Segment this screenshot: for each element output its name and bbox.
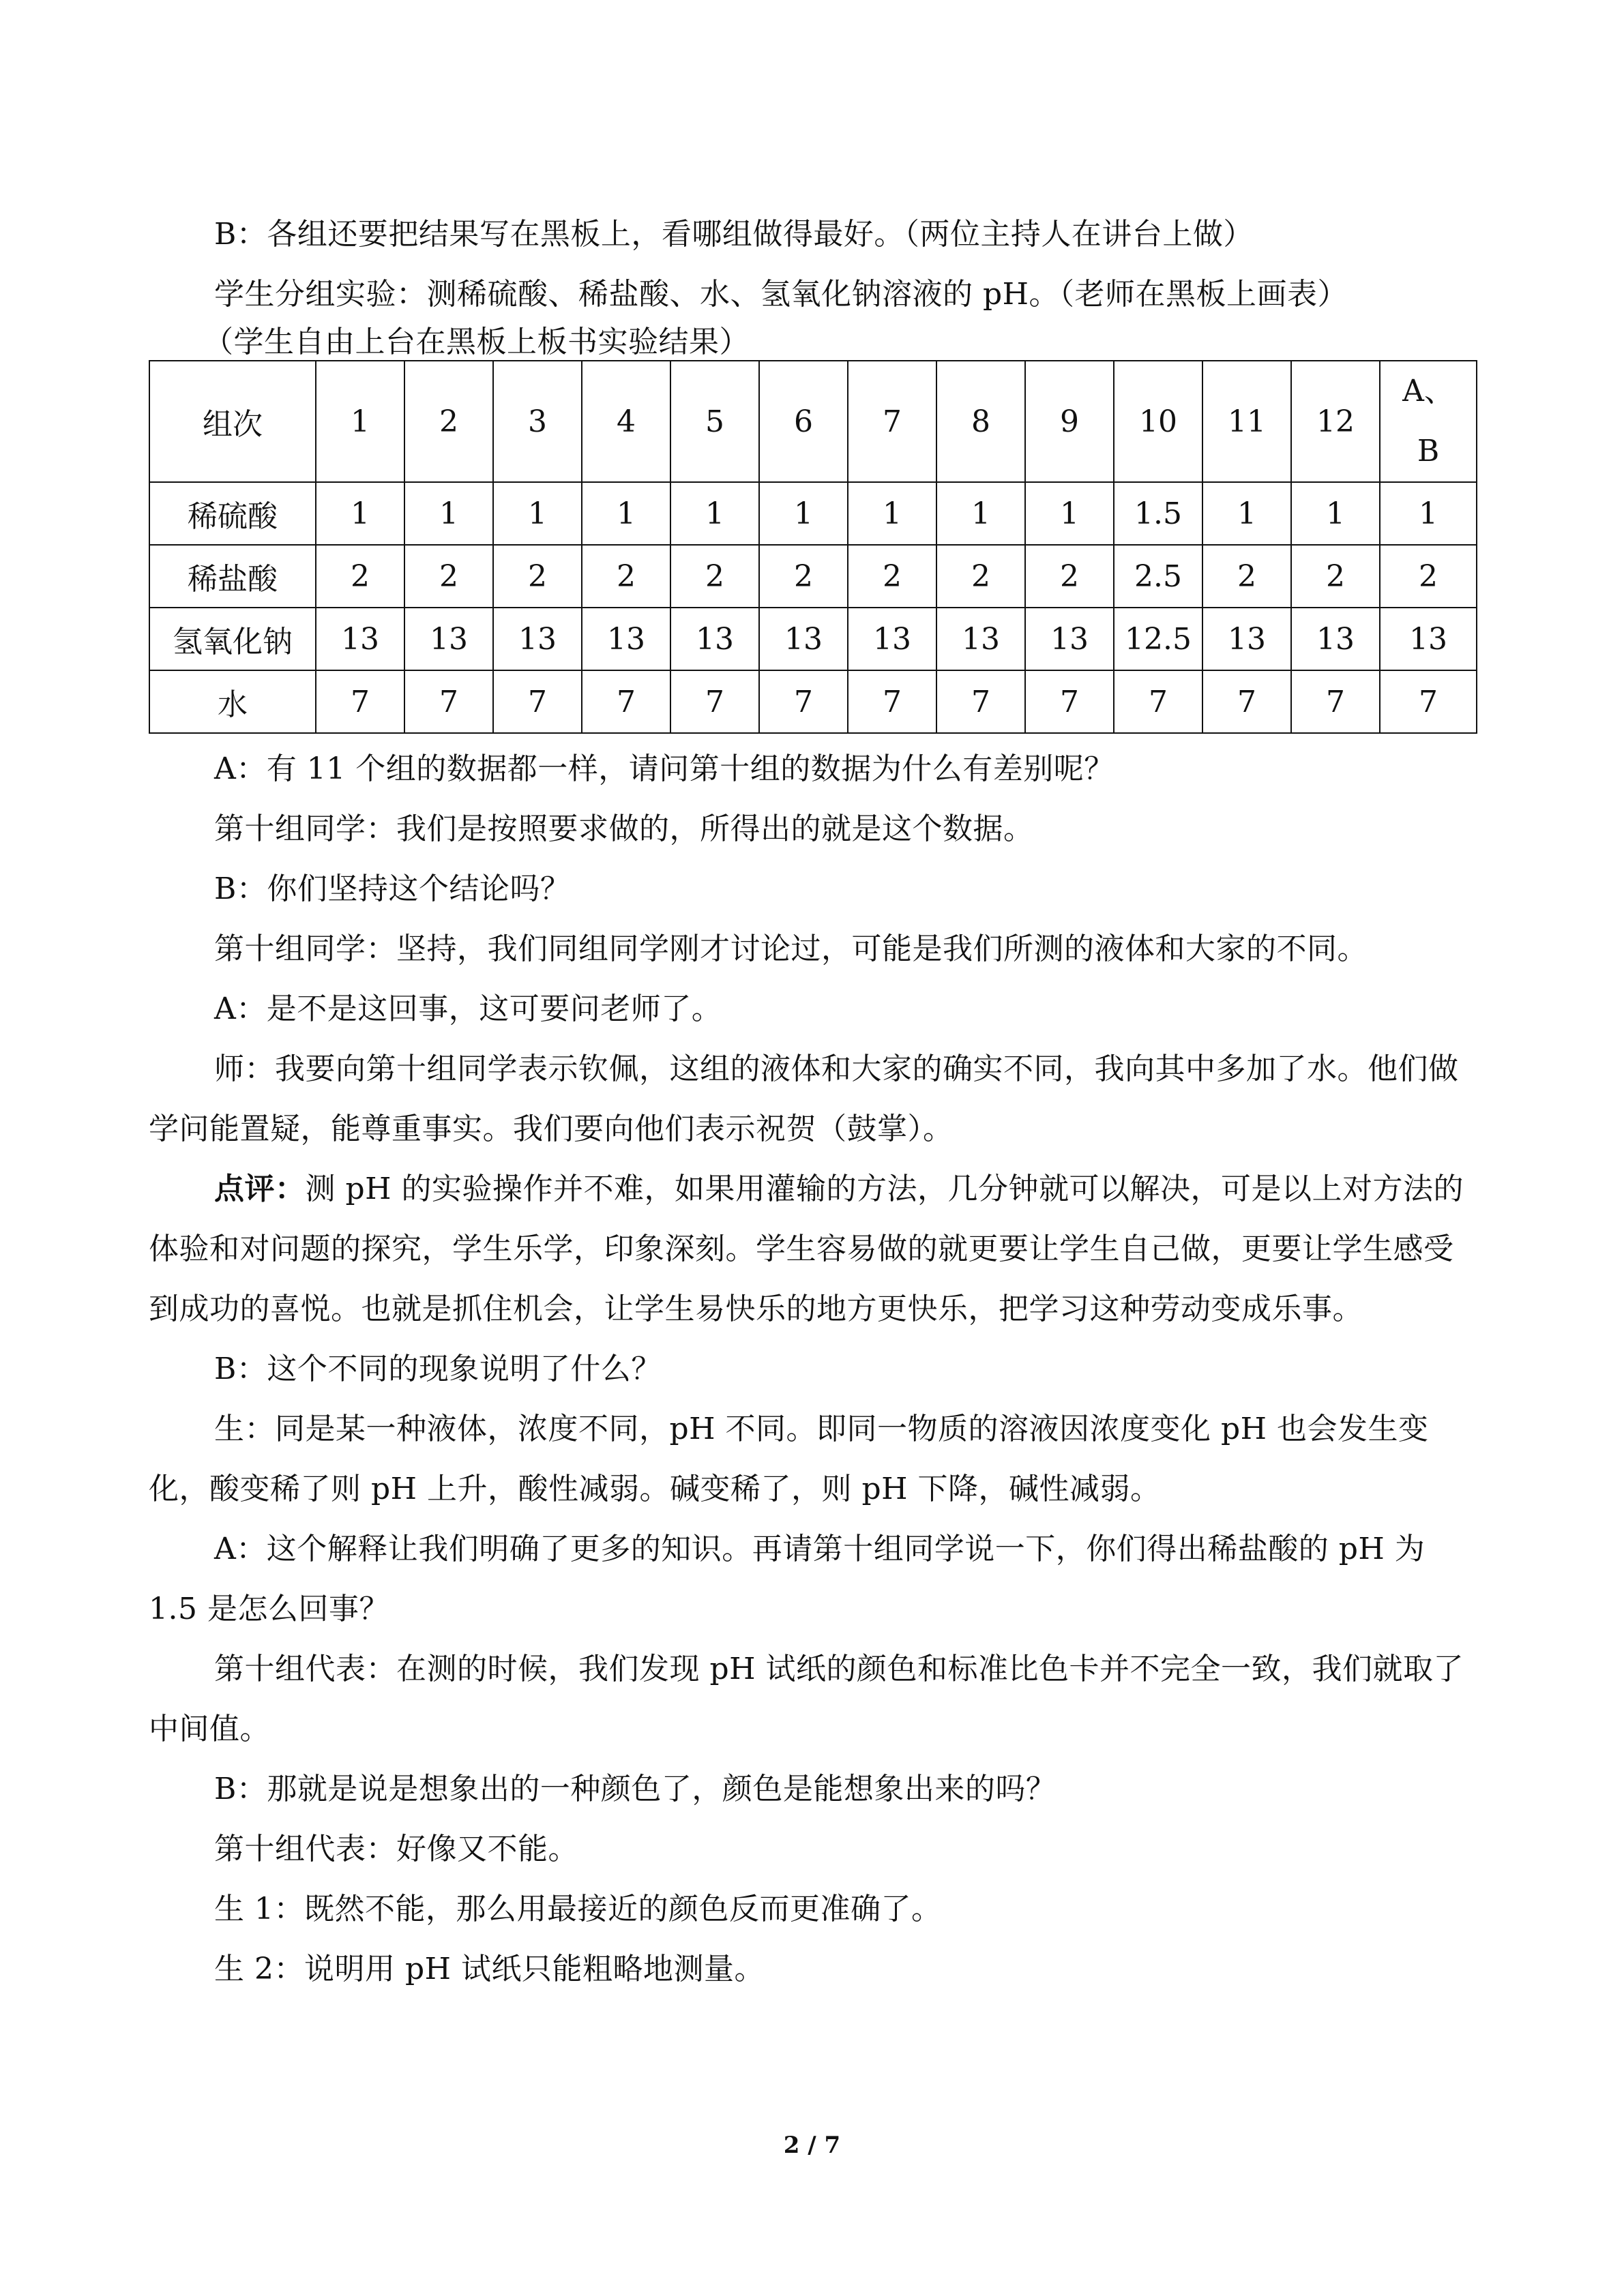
table-header-cell: 8: [936, 361, 1025, 482]
table-row: [149, 482, 1477, 545]
table-cell: 1: [848, 482, 936, 545]
paragraph: 生：同是某一种液体，浓度不同，pH 不同。即同一物质的溶液因浓度变化 pH 也会发生变化，酸变稀了则 pH 上升，酸性减弱。碱变稀了，则 pH 下降，碱性减弱。: [149, 1412, 1429, 1506]
row-label-cell: 稀硫酸: [149, 482, 316, 545]
table-cell: 1: [759, 482, 848, 545]
table-cell: 2: [316, 545, 404, 608]
table-header-cell: 11: [1202, 361, 1291, 482]
table-row: [149, 608, 1477, 670]
table-cell: 13: [936, 608, 1025, 670]
table-body: [149, 482, 1477, 733]
paragraph: 第十组同学：我们是按照要求做的，所得出的就是这个数据。: [214, 811, 1034, 846]
table-cell: 2: [936, 545, 1025, 608]
table-header-row: [149, 361, 1477, 482]
page-content: [149, 205, 1476, 1999]
table-cell: 12.5: [1114, 608, 1202, 670]
page-number: 2 / 7: [783, 2132, 841, 2159]
table-cell: 1: [1025, 482, 1114, 545]
paragraph: B：这个不同的现象说明了什么？: [214, 1352, 662, 1386]
header-ab-line2: B: [1417, 434, 1440, 468]
table-cell: 2.5: [1114, 545, 1202, 608]
table-header-cell: 5: [670, 361, 759, 482]
paragraph: B：你们坚持这个结论吗？: [214, 871, 571, 906]
table-header-cell: 6: [759, 361, 848, 482]
table-cell: 13: [316, 608, 404, 670]
paragraph: B：各组还要把结果写在黑板上，看哪组做得最好。（两位主持人在讲台上做）: [214, 217, 1254, 252]
table-cell: 7: [1025, 670, 1114, 733]
paragraph: 第十组代表：好像又不能。: [214, 1832, 578, 1866]
row-label-cell: 稀盐酸: [149, 545, 316, 608]
paragraph: 学生分组实验：测稀硫酸、稀盐酸、水、氢氧化钠溶液的 pH。（老师在黑板上画表）: [214, 277, 1348, 312]
paragraph: 生 2：说明用 pH 试纸只能粗略地测量。: [214, 1952, 765, 1986]
table-cell: 2: [582, 545, 670, 608]
table-cell: 2: [759, 545, 848, 608]
table-cell: 7: [670, 670, 759, 733]
table-cell: 13: [670, 608, 759, 670]
table-cell: 13: [759, 608, 848, 670]
table-cell: 7: [493, 670, 582, 733]
table-cell: 1: [670, 482, 759, 545]
table-cell: 2: [848, 545, 936, 608]
table-header-cell: 3: [493, 361, 582, 482]
table-header-cell: 组次: [149, 361, 316, 482]
row-label-cell: 氢氧化钠: [149, 608, 316, 670]
table-cell: 13: [404, 608, 493, 670]
table-cell: 2: [1025, 545, 1114, 608]
table-cell: 13: [1380, 608, 1477, 670]
paragraph: A：这个解释让我们明确了更多的知识。再请第十组同学说一下，你们得出稀盐酸的 pH 为 1.5 是怎么回事？: [149, 1532, 1426, 1626]
paragraph: 生 1：既然不能，那么用最接近的颜色反而更准确了。: [214, 1892, 942, 1926]
table-cell: 1: [936, 482, 1025, 545]
table-cell: 7: [1114, 670, 1202, 733]
table-cell: 7: [1291, 670, 1380, 733]
table-header-cell: 1: [316, 361, 404, 482]
table-header-cell: 10: [1114, 361, 1202, 482]
table-cell: 7: [316, 670, 404, 733]
table-cell: 13: [848, 608, 936, 670]
table-cell: 7: [759, 670, 848, 733]
table-header-cell: 7: [848, 361, 936, 482]
paragraph: （学生自由上台在黑板上板书实验结果）: [203, 325, 750, 359]
table-cell: 2: [493, 545, 582, 608]
table-header-cell: [1380, 361, 1477, 482]
table-header-cell: 12: [1291, 361, 1380, 482]
paragraph: A：是不是这回事，这可要问老师了。: [214, 992, 722, 1026]
comment-label: 点评：: [214, 1172, 306, 1206]
table-cell: 1: [1291, 482, 1380, 545]
table-cell: 2: [670, 545, 759, 608]
table-cell: 13: [582, 608, 670, 670]
table-cell: 1: [316, 482, 404, 545]
table-cell: 7: [404, 670, 493, 733]
paragraph: A：有 11 个组的数据都一样，请问第十组的数据为什么有差别呢？: [214, 751, 1114, 786]
paragraph: B：那就是说是想象出的一种颜色了，颜色是能想象出来的吗？: [214, 1772, 1057, 1806]
table-cell: 1: [1380, 482, 1477, 545]
paragraph: 师：我要向第十组同学表示钦佩，这组的液体和大家的确实不同，我向其中多加了水。他们做学问能置疑，能尊重事实。我们要向他们表示祝贺（鼓掌）。: [149, 1052, 1459, 1146]
table-cell: 13: [1202, 608, 1291, 670]
table-cell: 7: [582, 670, 670, 733]
row-label-cell: 水: [149, 670, 316, 733]
table-cell: 7: [1202, 670, 1291, 733]
table-cell: 7: [1380, 670, 1477, 733]
paragraph: 第十组同学：坚持，我们同组同学刚才讨论过，可能是我们所测的液体和大家的不同。: [214, 931, 1368, 966]
table-header-cell: 9: [1025, 361, 1114, 482]
table-cell: 1: [404, 482, 493, 545]
table-cell: 13: [493, 608, 582, 670]
table-header-cell: 2: [404, 361, 493, 482]
table-cell: 2: [1202, 545, 1291, 608]
header-ab-line1: A、: [1402, 374, 1454, 408]
table-cell: 1: [582, 482, 670, 545]
table-cell: 1: [493, 482, 582, 545]
table-cell: 2: [1380, 545, 1477, 608]
paragraph: [149, 1159, 1476, 1339]
comment-text: 测 pH 的实验操作并不难，如果用灌输的方法，几分钟就可以解决，可是以上对方法的体验和对问题的探究，学生乐学，印象深刻。学生容易做的就更要让学生自己做，更要让学生感受到成功的喜悦。也就是抓住机会，让学生易快乐的地方更快乐，把学习这种劳动变成乐事。: [149, 1172, 1464, 1326]
table-cell: 7: [936, 670, 1025, 733]
table-cell: 1: [1202, 482, 1291, 545]
table-cell: 13: [1025, 608, 1114, 670]
table-cell: 7: [848, 670, 936, 733]
table-header-cell: 4: [582, 361, 670, 482]
table-row: [149, 545, 1477, 608]
table-row: [149, 670, 1477, 733]
ph-results-table: [149, 360, 1477, 734]
paragraph: 第十组代表：在测的时候，我们发现 pH 试纸的颜色和标准比色卡并不完全一致，我们就取了中间值。: [149, 1652, 1464, 1746]
table-cell: 2: [1291, 545, 1380, 608]
table-cell: 2: [404, 545, 493, 608]
table-cell: 13: [1291, 608, 1380, 670]
table-cell: 1.5: [1114, 482, 1202, 545]
